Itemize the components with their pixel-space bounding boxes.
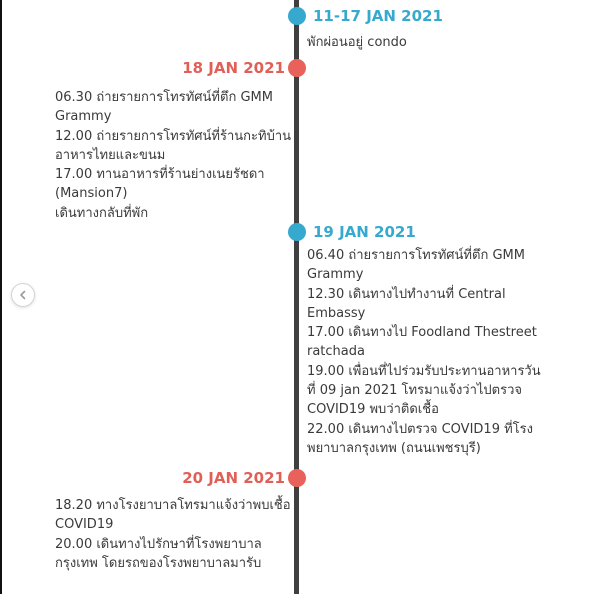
event-line: ratchada xyxy=(307,344,365,360)
event-line: 17.00 ทานอาหารที่ร้านย่างเนยรัชดา xyxy=(55,167,265,183)
event-line: เดินทางกลับที่พัก xyxy=(55,205,149,221)
timeline-dot-jan-11-17 xyxy=(288,7,306,25)
image-left-border xyxy=(0,0,2,594)
event-line: 12.00 ถ่ายรายการโทรทัศน์ที่ร้านกะทิบ้าน xyxy=(55,128,292,144)
event-date-jan-11-17: 11-17 JAN 2021 xyxy=(313,7,443,25)
event-details-jan-11-17 xyxy=(307,33,407,52)
event-line: 19.00 เพื่อนที่ไปร่วมรับประทานอาหารวัน xyxy=(307,363,541,379)
event-line: พยาบาลกรุงเทพ (ถนนเพชรบุรี) xyxy=(307,440,481,456)
chevron-left-icon xyxy=(18,290,28,300)
event-date-jan-20: 20 JAN 2021 xyxy=(182,469,285,487)
event-line: 06.40 ถ่ายรายการโทรทัศน์ที่ตึก GMM xyxy=(307,248,525,263)
event-line: 12.30 เดินทางไปทำงานที่ Central xyxy=(307,286,506,302)
timeline-line xyxy=(294,0,299,594)
event-details-jan-18 xyxy=(55,88,291,223)
event-line: กรุงเทพ โดยรถของโรงพยาบาลมารับ xyxy=(55,555,262,571)
event-line: Embassy xyxy=(307,305,366,321)
event-line: Grammy xyxy=(55,109,112,125)
event-line: Grammy xyxy=(307,267,364,283)
event-line: พักผ่อนอยู่ condo xyxy=(307,35,407,50)
event-date-jan-18: 18 JAN 2021 xyxy=(182,59,285,77)
event-date-jan-19: 19 JAN 2021 xyxy=(313,223,416,241)
event-line: COVID19 xyxy=(55,517,114,533)
event-line: 06.30 ถ่ายรายการโทรทัศน์ที่ตึก GMM xyxy=(55,90,273,105)
timeline-dot-jan-19 xyxy=(288,223,306,241)
event-line: ที่ 09 jan 2021 โทรมาแจ้งว่าไปตรวจ xyxy=(307,383,523,399)
event-line: 20.00 เดินทางไปรักษาที่โรงพยาบาล xyxy=(55,536,262,552)
event-line: 22.00 เดินทางไปตรวจ COVID19 ที่โรง xyxy=(307,421,533,437)
timeline-dot-jan-20 xyxy=(288,469,306,487)
event-line: อาหารไทยและขนม xyxy=(55,147,166,163)
event-details-jan-20 xyxy=(55,496,291,573)
event-line: (Mansion7) xyxy=(55,186,128,202)
event-line: 18.20 ทางโรงยาบาลโทรมาแจ้งว่าพบเชื้อ xyxy=(55,498,291,513)
carousel-prev-button[interactable] xyxy=(11,283,35,307)
event-line: 17.00 เดินทางไป Foodland Thestreet xyxy=(307,325,537,341)
event-line: COVID19 พบว่าติดเชื้อ xyxy=(307,402,439,418)
event-details-jan-19 xyxy=(307,246,541,458)
timeline-dot-jan-18 xyxy=(288,59,306,77)
